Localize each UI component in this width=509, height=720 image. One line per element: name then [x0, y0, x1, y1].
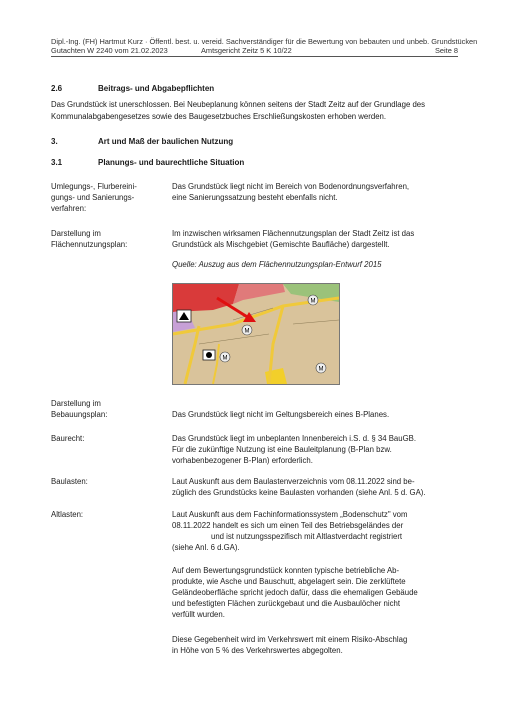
svg-text:M: M: [310, 298, 316, 305]
header-rule: [51, 56, 458, 57]
header-gutachten: Gutachten W 2240 vom 21.02.2023: [51, 46, 168, 55]
text-altlasten-3: Diese Gegebenheit wird im Verkehrswert mit einem Risiko-Abschlag in Höhe von 5 % des Verkehrswertes abgegolten.: [172, 635, 408, 655]
text-altlasten-1: Laut Auskunft aus dem Fachinformationssystem „Bodenschutz" vom 08.11.2022 handelt es sich um einen Teil des Betriebsgeländes der und ist nutzungsspezifisch mit Altlastverdacht registriert (siehe Anl. 6 d.GA).: [172, 510, 408, 552]
label-baulasten: Baulasten:: [51, 477, 88, 486]
label-bplan: Darstellung im Bebauungsplan:: [51, 399, 108, 419]
section-2-6-heading: 2.6 Beitrags- und Abgabepflichten: [51, 84, 215, 93]
map-circle-symbol: [206, 352, 212, 358]
header-page-number: Seite 8: [434, 46, 458, 55]
section-3-heading: 3. Art und Maß der baulichen Nutzung: [51, 137, 234, 146]
svg-text:M: M: [222, 355, 228, 362]
text-altlasten-2: Auf dem Bewertungsgrundstück konnten typische betriebliche Ab- produkte, wie Asche und Bauschutt, abgelagert sein. Die zerklüftete Geländeoberfläche spricht jedoch dafür, dass die ehemaligen Gebäude und befestigten Flächen zurückgebaut und die Ausbaulöcher nicht verfüllt wurden.: [172, 566, 418, 619]
header-gericht: Amtsgericht Zeitz 5 K 10/22: [201, 46, 292, 55]
label-fnp: Darstellung im Flächennutzungsplan:: [51, 229, 128, 249]
text-baurecht: Das Grundstück liegt im unbeplanten Innenbereich i.S. d. § 34 BauGB. Für die zukünftige Nutzung ist eine Bauleitplanung (B-Plan bzw. vorhabenbezogener B-Plan) erforderlich.: [172, 434, 417, 465]
label-altlasten: Altlasten:: [51, 510, 84, 519]
text-bplan: Das Grundstück liegt nicht im Geltungsbereich eines B-Planes.: [172, 410, 390, 419]
map-caption: Quelle: Auszug aus dem Flächennutzungsplan-Entwurf 2015: [172, 260, 382, 269]
svg-text:M: M: [244, 328, 250, 335]
label-baurecht: Baurecht:: [51, 434, 85, 443]
section-2-6-text: Das Grundstück ist unerschlossen. Bei Neubeplanung können seitens der Stadt Zeitz auf der Grundlage des Kommunalabgabengesetzes sowie des Baugesetzbuches Erschließungskosten erhoben werden.: [51, 100, 426, 121]
svg-text:M: M: [318, 366, 324, 373]
land-use-map: [172, 283, 340, 385]
text-fnp: Im inzwischen wirksamen Flächennutzungsplan der Stadt Zeitz ist das Grundstück als Mischgebiet (Gemischte Baufläche) dargestellt.: [172, 229, 415, 249]
text-baulasten: Laut Auskunft aus dem Baulastenverzeichnis vom 08.11.2022 sind be- züglich des Grundstücks keine Baulasten vorhanden (siehe Anl. 5 d. GA).: [172, 477, 426, 497]
label-umlegung: Umlegungs-, Flurbereini- gungs- und Sanierungs- verfahren:: [51, 182, 137, 213]
header-meta: [51, 46, 458, 55]
text-umlegung: Das Grundstück liegt nicht im Bereich von Bodenordnungsverfahren, eine Sanierungssatzung besteht ebenfalls nicht.: [172, 182, 410, 202]
section-3-1-heading: 3.1 Planungs- und baurechtliche Situation: [51, 158, 245, 167]
header-author: Dipl.-Ing. (FH) Hartmut Kurz · Öffentl. best. u. vereid. Sachverständiger für die Bewertung von bebauten und unbeb. Grundstücken: [51, 37, 478, 46]
